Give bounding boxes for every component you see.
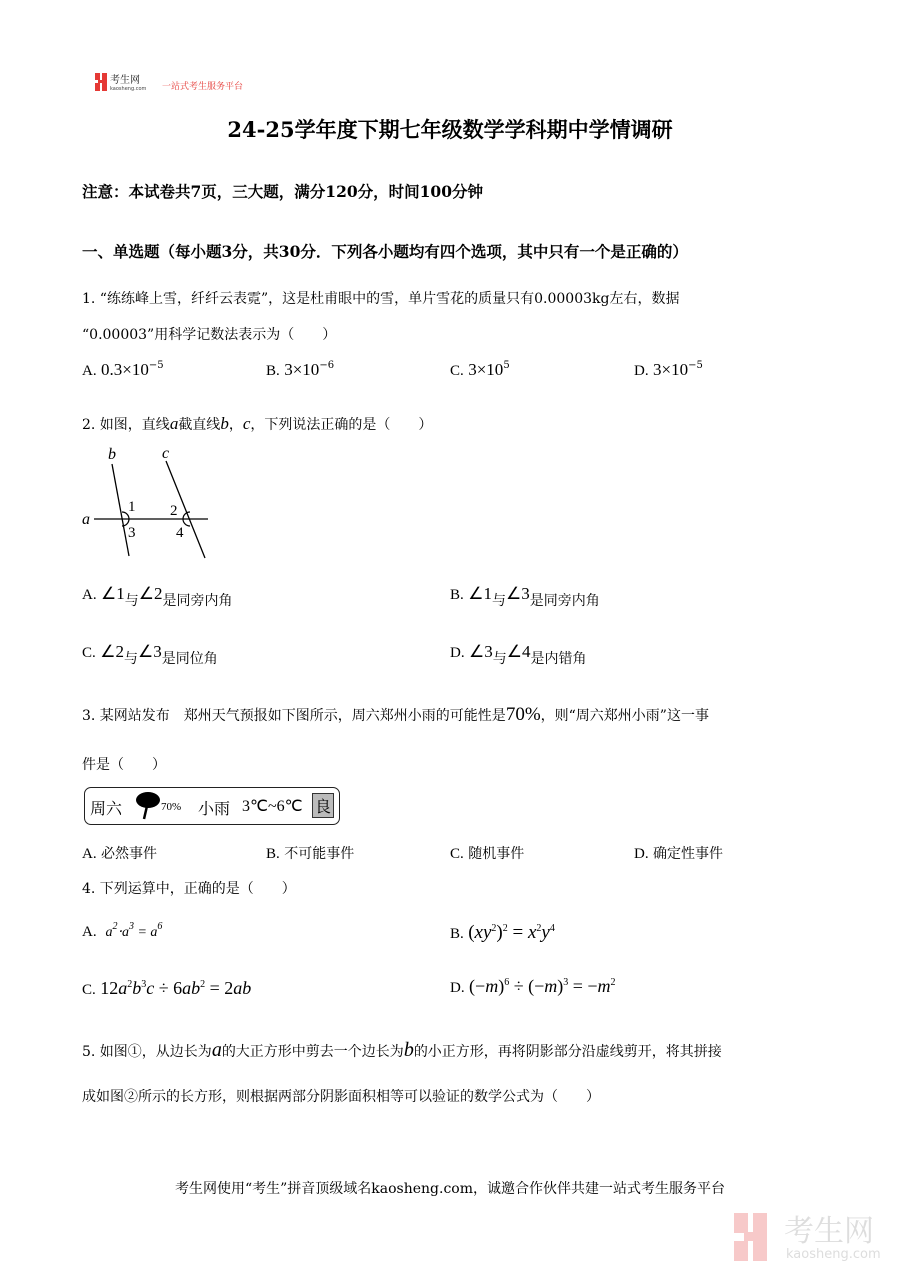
q1-option-d[interactable]: D. $3\times 10^{-5}$ [634,360,703,379]
weather-day: 周六 [90,799,123,818]
q2-option-b[interactable]: B. ∠1与∠3是同旁内角 [450,584,600,609]
q1-option-a[interactable]: A. $0.3\times 10^{-5}$ [82,360,164,379]
label-b: b [108,446,116,463]
logo-tagline: 一站式考生服务平台 [162,82,244,92]
svg-text:考生网: 考生网 [784,1214,874,1249]
svg-text:kaosheng.com: kaosheng.com [786,1247,881,1262]
svg-text:kaosheng.com: kaosheng.com [110,86,147,92]
label-1: 1 [128,499,136,515]
q2-option-d[interactable]: D. ∠3与∠4是内错角 [450,642,587,667]
page-footer: 考生网使用“考生”拼音顶级域名kaosheng.com，诚邀合作伙伴共建一站式考生服务平台 [174,1181,726,1197]
q5-stem-line1: 5. 如图①，从边长为a的大正方形中剪去一个边长为b的小正方形，再将阴影部分沿虚线剪开，将其拼接 [82,1039,722,1061]
label-c: c [162,445,170,462]
weather-condition: 小雨 [198,799,231,818]
exam-note: 注意：本试卷共7页，三大题，满分120分，时间100分钟 [82,182,483,201]
kaosheng-logo [95,72,157,92]
section-heading: 一、单选题（每小题3分，共30分．下列各小题均有四个选项，其中只有一个是正确的） [82,242,688,261]
q1-stem-line1: 1. “练练峰上雪，纤纤云表霓”，这是杜甫眼中的雪，单片雪花的质量只有0.00003kg左右，数据 [82,291,680,307]
q3-option-d[interactable]: D. 确定性事件 [634,846,724,862]
q3-option-a[interactable]: A. 必然事件 [82,846,158,862]
q2-option-a[interactable]: A. ∠1与∠2是同旁内角 [82,584,233,609]
q2-option-c[interactable]: C. ∠2与∠3是同位角 [82,642,218,667]
q3-stem-line2: 件是（ ） [82,757,166,773]
q4-option-c[interactable]: C. $12a^2b^3c \div 6ab^2 = 2ab$ [82,978,252,998]
weather-forecast-box [84,787,340,825]
q4-option-b[interactable]: B. $(xy^2)^2 = x^2y^4$ [450,922,555,943]
q1-option-c[interactable]: C. $3\times 10^5$ [450,360,510,379]
q3-option-b[interactable]: B. 不可能事件 [266,846,355,862]
weather-temperature: 3℃~6℃ [242,798,303,815]
q5-stem-line2: 成如图②所示的长方形，则根据两部分阴影面积相等可以验证的数学公式为（ ） [82,1089,600,1105]
q2-figure-lines [80,440,230,570]
q3-option-c[interactable]: C. 随机事件 [450,846,525,862]
label-3: 3 [128,525,136,541]
weather-probability: 70% [161,801,182,813]
label-2: 2 [170,503,178,519]
svg-text:考生网: 考生网 [110,75,140,86]
q4-stem: 4. 下列运算中，正确的是（ ） [82,881,296,897]
q3-stem-line1: 3. 某网站发布 郑州天气预报如下图所示，周六郑州小雨的可能性是70%，则“周六郑州小雨”这一事 [82,704,709,725]
q4-option-a[interactable]: A. $a^2\cdot a^3 = a^6$ [82,921,163,940]
page-title: 24-25学年度下期七年级数学学科期中学情调研 [227,117,673,142]
q1-stem-line2: “0.00003”用科学记数法表示为（ ） [82,327,337,343]
kaosheng-watermark [718,1208,888,1263]
rain-cloud-icon [135,790,163,822]
q4-option-d[interactable]: D. $(-m)^6 \div (-m)^3 = -m^2$ [450,976,616,996]
label-a: a [82,511,90,528]
q2-stem: 2. 如图，直线a截直线b，c，下列说法正确的是（ ） [82,414,433,433]
q1-option-b[interactable]: B. $3\times 10^{-6}$ [266,360,335,379]
air-quality-badge: 良 [312,793,334,818]
label-4: 4 [176,525,184,541]
